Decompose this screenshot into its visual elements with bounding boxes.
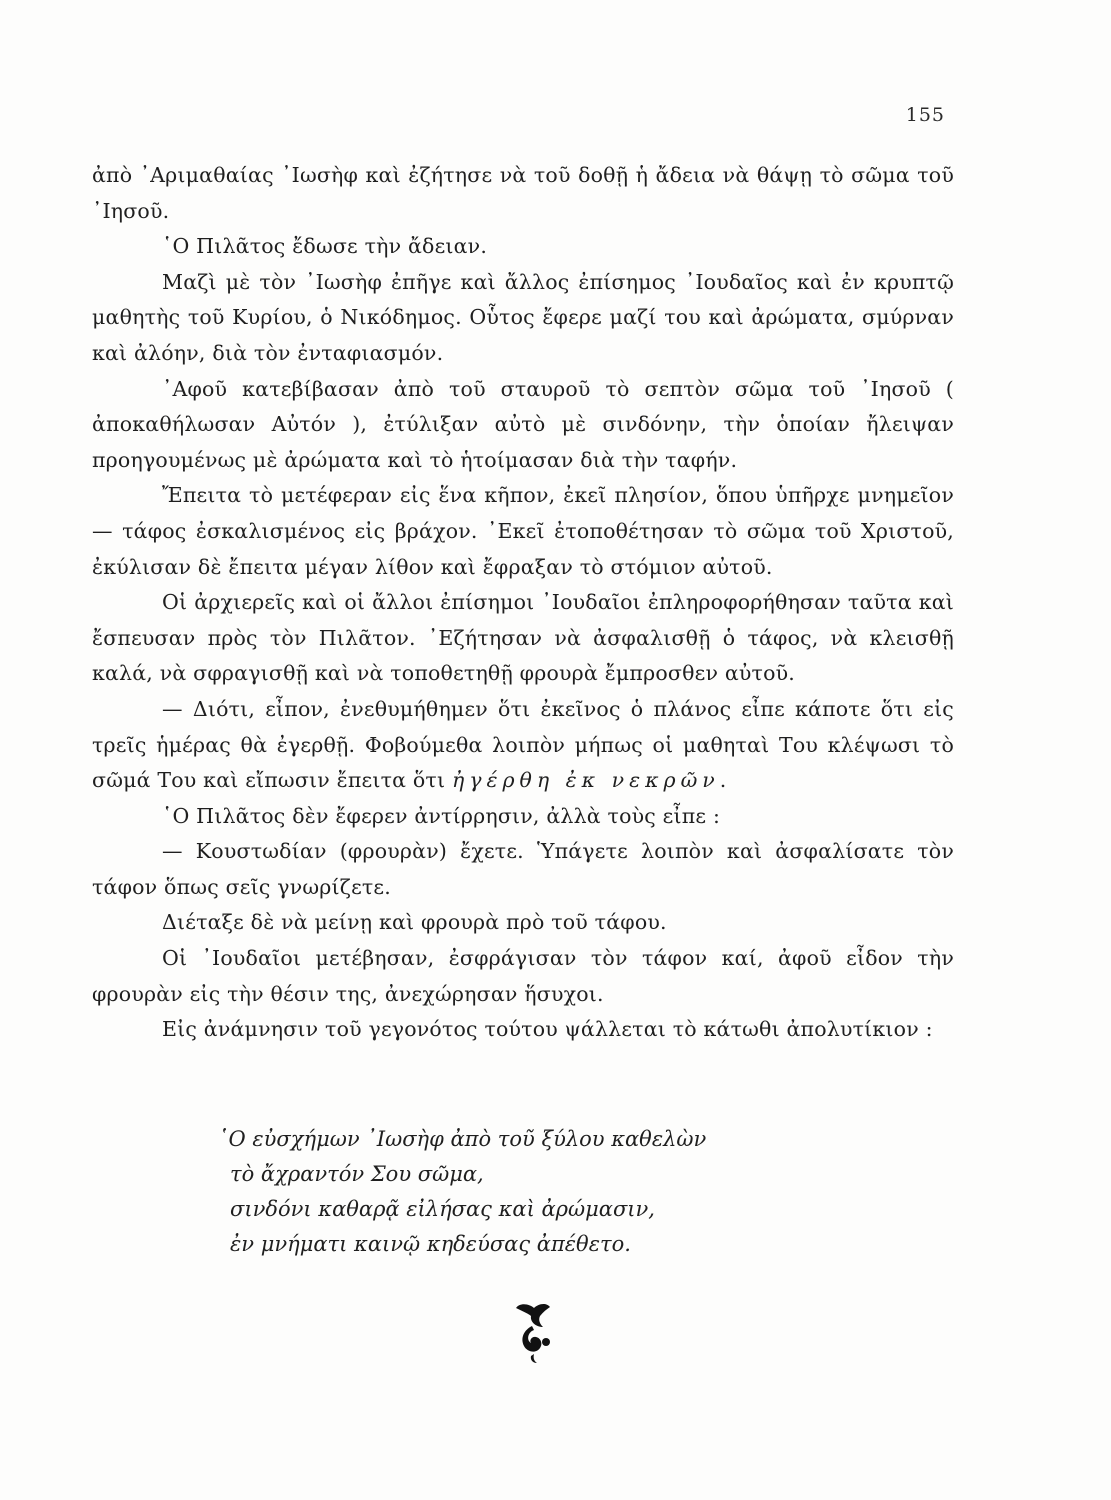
hymn-line-3: σινδόνι καθαρᾷ εἰλήσας καὶ ἀρώμασιν, [230,1197,655,1221]
body-text [92,158,954,1048]
paragraph-11: Οἱ ᾿Ιουδαῖοι μετέβησαν, ἐσφράγισαν τὸν τάφον καί, ἀφοῦ εἶδον τὴν φρουρὰν εἰς τὴν θέσιν της, ἀνεχώρησαν ἥσυχοι. [92,946,954,1006]
paragraph-6: Οἱ ἀρχιερεῖς καὶ οἱ ἄλλοι ἐπίσημοι ᾿Ιουδαῖοι ἐπληροφορήθησαν ταῦτα καὶ ἔσπευσαν πρὸς τὸν Πιλᾶτον. ᾿Εζήτησαν νὰ ἀσφαλισθῇ ὁ τάφος, νὰ κλεισθῇ καλά, νὰ σφραγισθῇ καὶ νὰ τοποθετηθῇ φρουρὰ ἔμπροσθεν αὐτοῦ. [92,590,954,686]
hymn-line-4: ἐν μνήματι καινῷ κηδεύσας ἀπέθετο. [230,1232,631,1256]
paragraph-12: Εἰς ἀνάμνησιν τοῦ γεγονότος τούτου ψάλλεται τὸ κάτωθι ἀπολυτίκιον : [162,1017,933,1042]
paragraph-4: ᾿Αφοῦ κατεβίβασαν ἀπὸ τοῦ σταυροῦ τὸ σεπτὸν σῶμα τοῦ ᾿Ιησοῦ ( ἀποκαθήλωσαν Αὐτόν ), ἐτύλιξαν αὐτὸ μὲ σινδόνην, τὴν ὁποίαν ἤλειψαν προηγουμένως μὲ ἀρώματα καὶ τὸ ἡτοίμασαν διὰ τὴν ταφήν. [92,376,954,472]
paragraph-7-emphasis: ἠγέρθη ἐκ νεκρῶν [451,768,720,793]
paragraph-7 [92,692,954,799]
floral-tailpiece-icon [510,1300,556,1366]
paragraph-7-tail: . [719,768,727,793]
paragraph-7-text: — Διότι, εἶπον, ἐνεθυμήθημεν ὅτι ἐκεῖνος ὁ πλάνος εἶπε κάποτε ὅτι εἰς τρεῖς ἡμέρας θὰ ἐγερθῇ. Φοβούμεθα λοιπὸν μήπως οἱ μαθηταὶ Του κλέψωσι τὸ σῶμά Του καὶ εἴπωσιν ἔπειτα ὅτι [92,696,954,793]
paragraph-8: ῾Ο Πιλᾶτος δὲν ἔφερεν ἀντίρρησιν, ἀλλὰ τοὺς εἶπε : [162,803,721,828]
paragraph-10: Διέταξε δὲ νὰ μείνῃ καὶ φρουρὰ πρὸ τοῦ τάφου. [162,910,667,935]
page-number: 155 [905,104,945,126]
paragraph-3: Μαζὶ μὲ τὸν ᾿Ιωσὴφ ἐπῆγε καὶ ἄλλος ἐπίσημος ᾿Ιουδαῖος καὶ ἐν κρυπτῷ μαθητὴς τοῦ Κυρίου, ὁ Νικόδημος. Οὗτος ἔφερε μαζί του καὶ ἀρώματα, σμύρναν καὶ ἀλόην, διὰ τὸν ἐνταφιασμόν. [92,269,954,365]
paragraph-9: — Κουστωδίαν (φρουρὰν) ἔχετε. Ὑπάγετε λοιπὸν καὶ ἀσφαλίσατε τὸν τάφον ὅπως σεῖς γνωρίζετε. [92,839,954,899]
hymn-line-1: ῾Ο εὐσχήμων ᾿Ιωσὴφ ἀπὸ τοῦ ξύλου καθελὼν [218,1127,707,1151]
paragraph-2: ῾Ο Πιλᾶτος ἔδωσε τὴν ἄδειαν. [162,234,488,259]
hymn-line-2: τὸ ἄχραντόν Σου σῶμα, [230,1162,484,1186]
paragraph-1: ἀπὸ ᾿Αριμαθαίας ᾿Ιωσὴφ καὶ ἐζήτησε νὰ τοῦ δοθῇ ἡ ἄδεια νὰ θάψῃ τὸ σῶμα τοῦ ᾿Ιησοῦ. [92,163,954,223]
paragraph-5: Ἔπειτα τὸ μετέφεραν εἰς ἕνα κῆπον, ἐκεῖ πλησίον, ὅπου ὑπῆρχε μνημεῖον — τάφος ἐσκαλισμένος εἰς βράχον. ᾿Εκεῖ ἐτοποθέτησαν τὸ σῶμα τοῦ Χριστοῦ, ἐκύλισαν δὲ ἔπειτα μέγαν λίθον καὶ ἔφραξαν τὸ στόμιον αὐτοῦ. [92,483,954,579]
apolytikion-hymn [218,1122,918,1262]
